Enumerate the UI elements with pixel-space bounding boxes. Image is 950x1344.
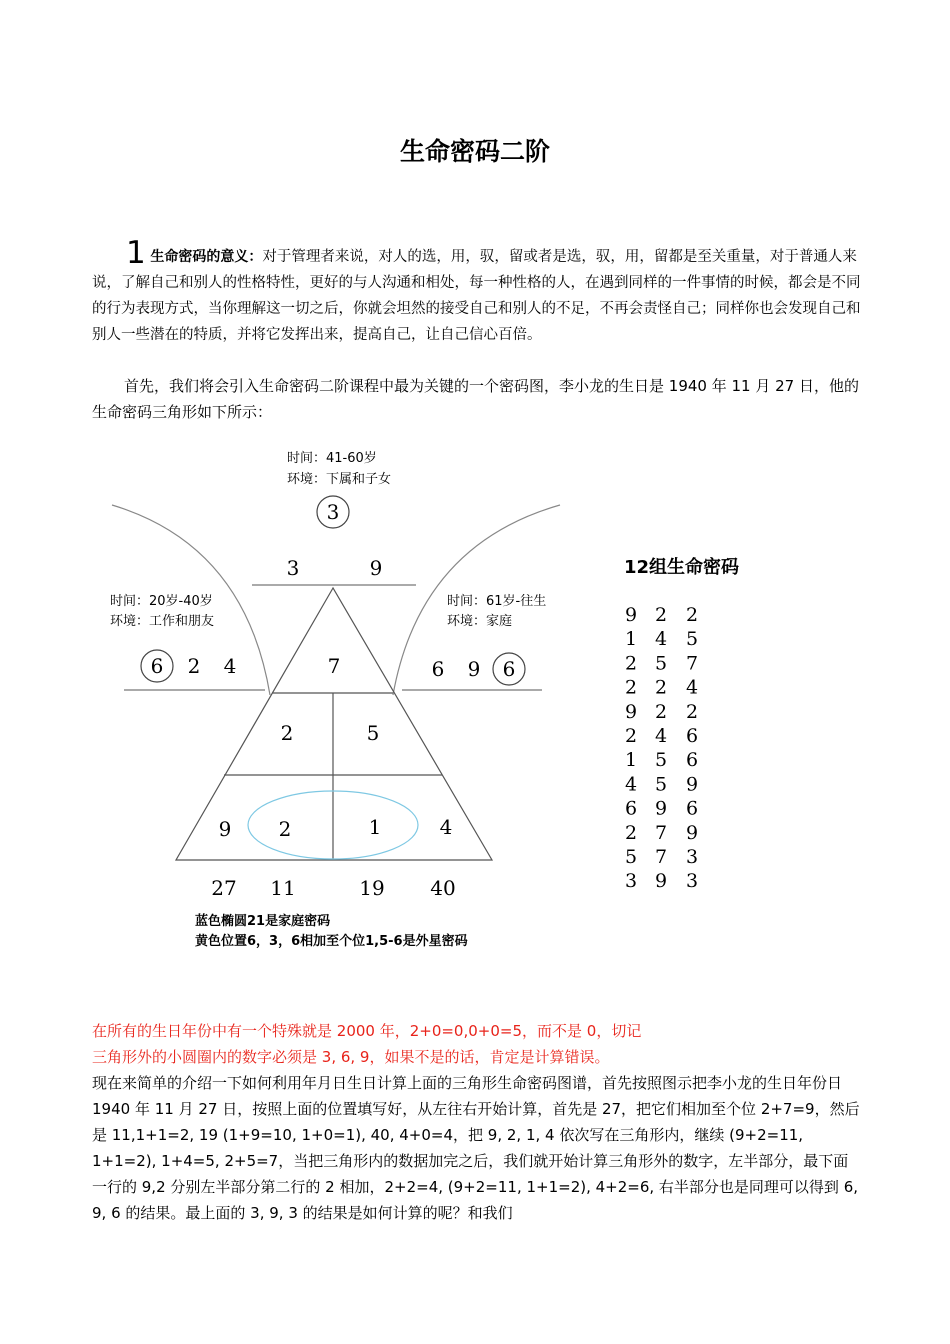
- left-env: 环境：工作和朋友: [110, 614, 215, 629]
- top-left-number: 3: [286, 556, 300, 580]
- top-right-number: 9: [369, 556, 383, 580]
- top-env: 环境：下属和子女: [287, 472, 392, 487]
- code-cell: 4: [624, 773, 638, 796]
- base-number-3: 19: [359, 876, 385, 900]
- code-cell: 2: [654, 604, 668, 626]
- right-circle-number: 6: [502, 657, 516, 681]
- code-cell: 9: [624, 604, 638, 626]
- code-cell: 6: [685, 725, 699, 747]
- middle-right-number: 5: [366, 721, 380, 745]
- code-cell: 2: [654, 676, 668, 699]
- red-note-line-2: 三角形外的小圆圈内的数字必须是 3, 6, 9，如果不是的话，肯定是计算错误。: [92, 1048, 610, 1066]
- right-number-1: 6: [431, 657, 445, 681]
- code-cell: 2: [685, 604, 699, 626]
- explanation-paragraph: 现在来简单的介绍一下如何利用年月日生日计算上面的三角形生命密码图谱，首先按照图示把李小龙的生日年份日 1940 年 11 月 27 日，按照上面的位置填写好，从左往右开始计算，首先是 27，把它们相加至个位 2+7=9，然后是 11,1+1=2, 19 (1+9=10, 1+0=1), 40, 4+0=4，把 9, 2, 1, 4 依次写在三角形内，继续 (9+2=11, 1+1=2), 1+4=5, 2+5=7，当把三角形内的数据加完之后，我们就开始计算三角形外的数字，左半部分，最下面一行的 9,2 分别左半部分第二行的 2 相加，2+2=4, (9+2=11, 1+1=2), 4+2=6, 右半部分也是同理可以得到 6, 9, 6 的结果。最上面的 3, 9, 3 的结果是如何计算的呢？和我们: [92, 1074, 860, 1222]
- code-cell: 5: [685, 628, 699, 651]
- code-cell: 6: [685, 797, 699, 820]
- code-cell: 7: [685, 652, 699, 675]
- code-cell: 5: [654, 652, 668, 675]
- base-number-1: 27: [211, 876, 237, 900]
- base-number-2: 11: [270, 876, 296, 900]
- code-cell: 5: [624, 846, 638, 868]
- bottom-number-4: 4: [439, 815, 453, 839]
- codes-grid: [625, 604, 698, 892]
- code-cell: 9: [654, 870, 668, 893]
- caption-alien-code: 黄色位置6，3，6相加至个位1,5-6是外星密码: [195, 934, 468, 949]
- top-time: 时间：41-60岁: [287, 451, 377, 466]
- code-cell: 3: [685, 846, 699, 868]
- section-text: 对于管理者来说，对人的选，用，驭，留或者是选，驭，用，留都是至关重量，对于普通人来说，了解自己和别人的性格特性，更好的与人沟通和相处，每一种性格的人，在遇到同样的一件事情的时候，都会是不同的行为表现方式，当你理解这一切之后，你就会坦然的接受自己和别人的不足，不再会责怪自己；同样你也会发现自己和别人一些潜在的特质，并将它发挥出来，提高自己，让自己信心百倍。: [92, 249, 861, 343]
- right-time: 时间：61岁-往生: [447, 594, 547, 609]
- left-circle-number: 6: [150, 654, 164, 678]
- codes-title: 12组生命密码: [624, 557, 740, 578]
- code-cell: 9: [685, 773, 699, 796]
- section-label: 生命密码的意义：: [150, 249, 263, 265]
- code-cell: 5: [654, 773, 668, 796]
- bottom-number-1: 9: [218, 817, 232, 841]
- left-time: 时间：20岁-40岁: [110, 594, 213, 609]
- code-cell: 9: [654, 797, 668, 820]
- code-cell: 7: [654, 821, 668, 844]
- right-env: 环境：家庭: [447, 614, 513, 629]
- code-cell: 2: [654, 700, 668, 723]
- code-cell: 5: [654, 749, 668, 772]
- code-cell: 2: [624, 676, 638, 699]
- right-number-2: 9: [467, 657, 481, 681]
- code-cell: 4: [654, 725, 668, 747]
- code-cell: 4: [685, 676, 699, 699]
- code-cell: 9: [685, 821, 699, 844]
- code-cell: 7: [654, 846, 668, 868]
- code-cell: 9: [624, 700, 638, 723]
- base-number-4: 40: [430, 876, 456, 900]
- caption-family-code: 蓝色椭圆21是家庭密码: [195, 914, 331, 929]
- left-number-3: 4: [223, 654, 237, 678]
- code-cell: 3: [685, 870, 699, 893]
- code-cell: 6: [685, 749, 699, 772]
- bottom-number-2: 2: [278, 817, 292, 841]
- code-cell: 3: [624, 870, 638, 893]
- page-title: 生命密码二阶: [399, 137, 550, 166]
- code-cell: 4: [654, 628, 668, 651]
- intro-paragraph: 首先，我们将会引入生命密码二阶课程中最为关键的一个密码图，李小龙的生日是 1940 年 11 月 27 日，他的生命密码三角形如下所示：: [92, 377, 859, 421]
- red-note-line-1: 在所有的生日年份中有一个特殊就是 2000 年，2+0=0,0+0=5，而不是 0，切记: [92, 1022, 642, 1040]
- bottom-number-3: 1: [368, 815, 382, 839]
- code-cell: 2: [624, 652, 638, 675]
- code-cell: 2: [624, 725, 638, 747]
- left-number-2: 2: [187, 654, 201, 678]
- code-cell: 2: [685, 700, 699, 723]
- section-number: 1: [126, 235, 146, 271]
- code-cell: 1: [624, 628, 638, 651]
- code-cell: 1: [624, 749, 638, 772]
- code-cell: 2: [624, 821, 638, 844]
- top-circle-number: 3: [326, 500, 340, 524]
- code-cell: 6: [624, 797, 638, 820]
- middle-left-number: 2: [280, 721, 294, 745]
- apex-number: 7: [327, 654, 341, 678]
